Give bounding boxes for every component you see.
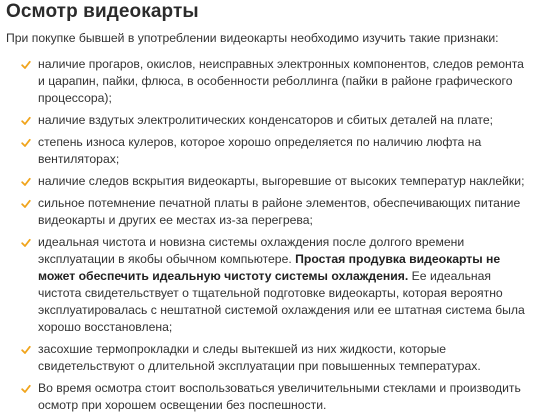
list-item-text: сильное потемнение печатной платы в районе элементов, обеспечивающих питание видеокарты и других ее местах из-за перегрева; bbox=[38, 196, 521, 227]
list-item bbox=[0, 341, 539, 375]
checkmark-icon bbox=[21, 116, 31, 126]
intro-paragraph: При покупке бывшей в употреблении видеокарты необходимо изучить такие признаки: bbox=[6, 31, 499, 45]
list-item-text bbox=[38, 235, 525, 334]
list-item-text-part: Ее идеальная чистота свидетельствует о тщательной подготовке видеокарты, которая вероятно эксплуатировалась с нештатной системой охлаждения или ее штатная система была хорошо восстановлена; bbox=[38, 269, 525, 334]
list-item-text-part: идеальная чистота и новизна системы охлаждения после долгого времени эксплуатации в якобы обычном компьютере. bbox=[38, 235, 465, 266]
page-title: Осмотр видеокарты bbox=[6, 1, 199, 22]
list-item-text: наличие следов вскрытия видеокарты, выгоревшие от высоких температур наклейки; bbox=[38, 174, 525, 188]
list-item bbox=[0, 195, 539, 229]
checkmark-icon bbox=[21, 384, 31, 394]
checkmark-icon bbox=[21, 345, 31, 355]
list-item-text: наличие прогаров, окислов, неисправных электронных компонентов, следов ремонта и царапин, пайки, флюса, в особенности реболлинга (пайки в районе графического процессора); bbox=[38, 57, 524, 105]
checkmark-icon bbox=[21, 60, 31, 70]
checkmark-icon bbox=[21, 177, 31, 187]
checkmark-icon bbox=[21, 199, 31, 209]
list-item bbox=[0, 234, 539, 336]
checkmark-icon bbox=[21, 138, 31, 148]
checklist bbox=[0, 56, 539, 419]
list-item-text: Во время осмотра стоит воспользоваться увеличительными стеклами и производить осмотр при хорошем освещении без поспешности. bbox=[38, 381, 521, 412]
list-item bbox=[0, 112, 539, 129]
list-item bbox=[0, 380, 539, 414]
list-item-text: наличие вздутых электролитических конденсаторов и сбитых деталей на плате; bbox=[38, 113, 494, 127]
list-item bbox=[0, 56, 539, 107]
checkmark-icon bbox=[21, 238, 31, 248]
list-item-text: засохшие термопрокладки и следы вытекшей из них жидкости, которые свидетельствуют о длительной эксплуатации при повышенных температурах. bbox=[38, 342, 481, 373]
list-item bbox=[0, 134, 539, 168]
list-item-text: степень износа кулеров, которое хорошо определяется по наличию люфта на вентиляторах; bbox=[38, 135, 482, 166]
list-item bbox=[0, 173, 539, 190]
emphasized-text: Простая продувка видеокарты не может обеспечить идеальную чистоту системы охлаждения. bbox=[38, 252, 501, 283]
